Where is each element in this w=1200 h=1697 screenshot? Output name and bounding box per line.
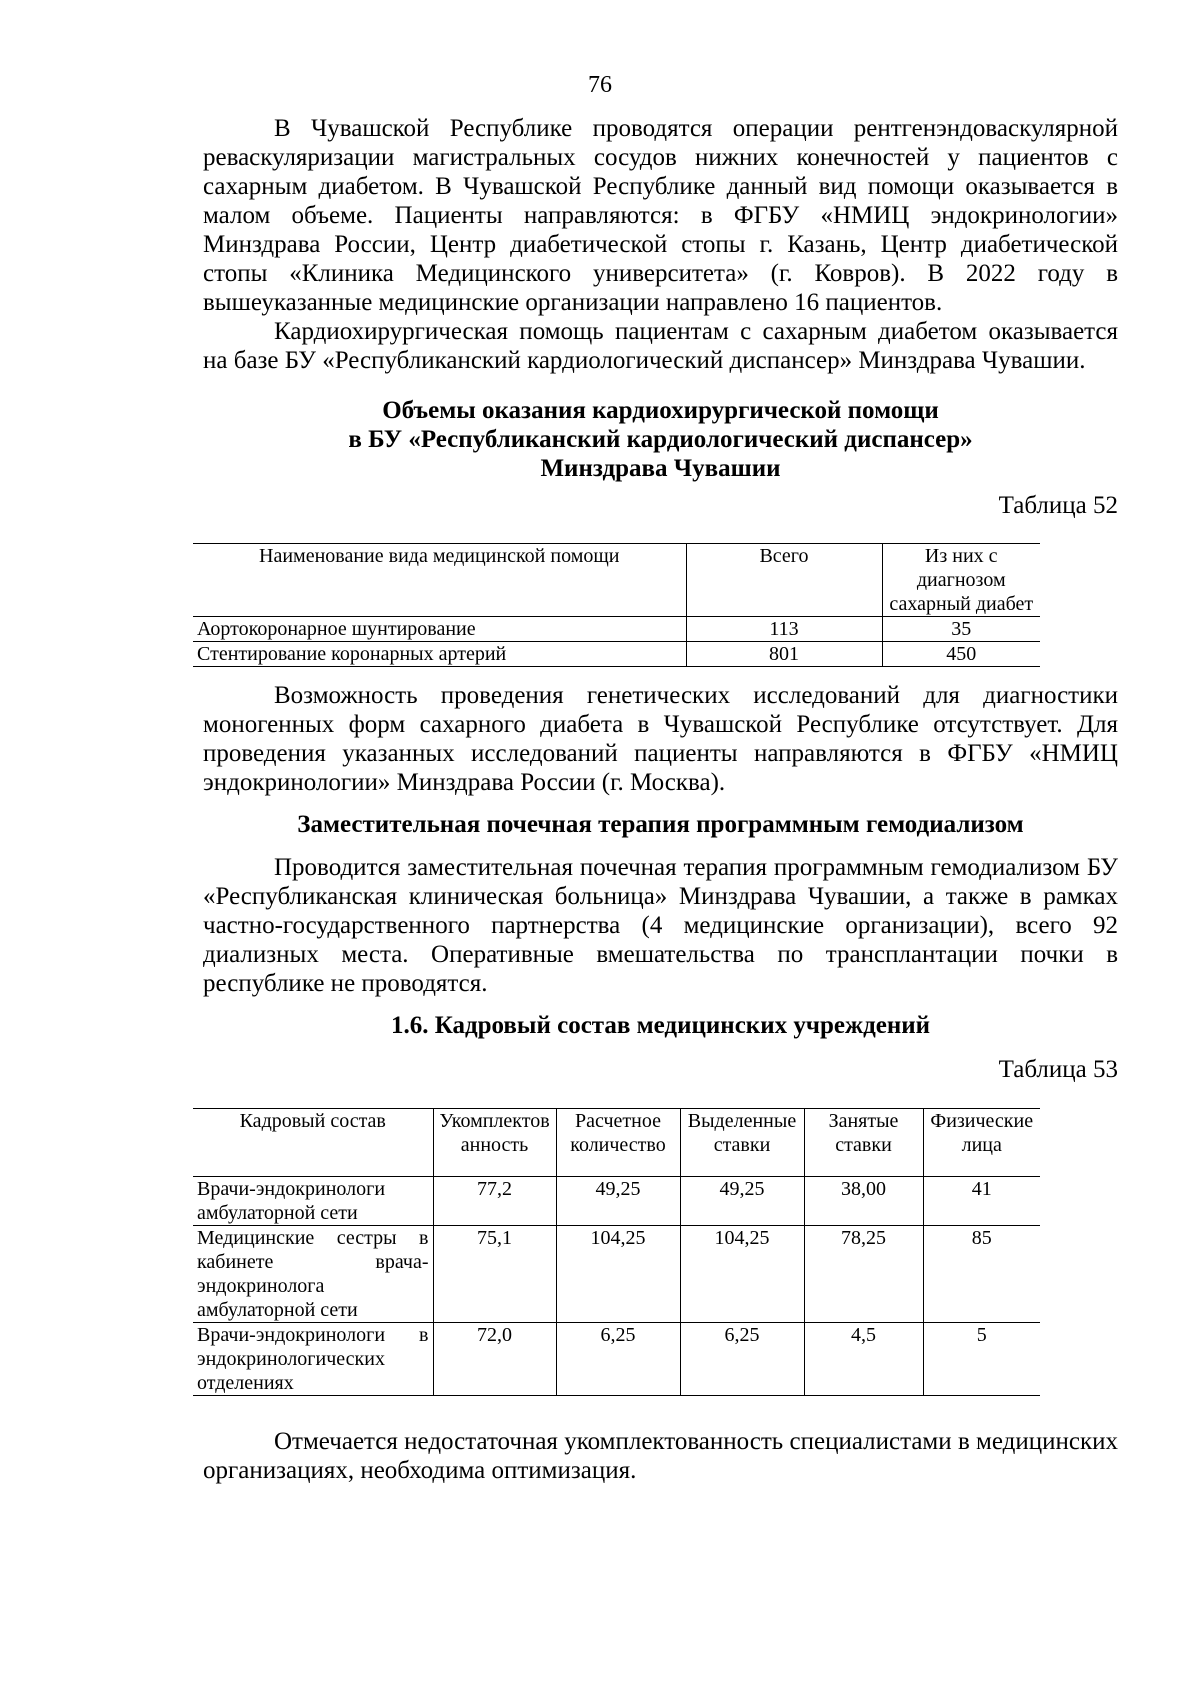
table-header-row [193, 544, 1040, 617]
table-header-cell: Физические лица [923, 1109, 1040, 1177]
table-caption: Таблица 53 [998, 1056, 1118, 1083]
staffing-conclusion-section [203, 1427, 1118, 1485]
table-row [193, 1323, 1040, 1396]
table-header-cell: Наименование вида медицинской помощи [193, 544, 686, 617]
table-cell: Аортокоронарное шунтирование [193, 617, 686, 642]
table-row [193, 1177, 1040, 1226]
table-row [193, 642, 1040, 667]
table-cell: 85 [923, 1226, 1040, 1323]
table-header-cell: Кадровый состав [193, 1109, 433, 1177]
heading-staffing [203, 1011, 1118, 1040]
table-cell: Медицинские сестры в кабинете врача-эндокринолога амбулаторной сети [193, 1226, 433, 1323]
table-cell: 113 [686, 617, 882, 642]
table-header-cell: Из них с диагнозом сахарный диабет [882, 544, 1040, 617]
table-cell: 72,0 [433, 1323, 556, 1396]
table-cell: 41 [923, 1177, 1040, 1226]
section-heading: 1.6. Кадровый состав медицинских учреждений [390, 1012, 931, 1039]
section-heading: Заместительная почечная терапия программным гемодиализом [297, 811, 1024, 838]
paragraph-hemodialysis: Проводится заместительная почечная терапия программным гемодиализом БУ «Республиканская клиническая больница» Минздрава Чувашии, а также в рамках частно-государственного партнерства (4 медицинские организации), всего 92 диализных места. Оперативные вмешательства по трансплантации почки в республике не проводятся. [203, 854, 1118, 997]
page-number: 76 [588, 72, 612, 98]
table-52 [193, 543, 1040, 667]
heading-line-3: Минздрава Чувашии [540, 455, 781, 482]
paragraph-revascularization: В Чувашской Республике проводятся операции рентгенэндоваскулярной реваскуляризации магистральных сосудов нижних конечностей у пациентов с сахарным диабетом. В Чувашской Республике данный вид помощи оказывается в малом объеме. Пациенты направляются: в ФГБУ «НМИЦ эндокринологии» Минздрава России, Центр диабетической стопы г. Казань, Центр диабетической стопы «Клиника Медицинского университета» (г. Ковров). В 2022 году в вышеуказанные медицинские организации направлено 16 пациентов. [203, 115, 1118, 316]
table-cell: 104,25 [556, 1226, 680, 1323]
table-cell: 38,00 [804, 1177, 923, 1226]
table-cell: 6,25 [556, 1323, 680, 1396]
table-cell: 5 [923, 1323, 1040, 1396]
heading-line-2: в БУ «Республиканский кардиологический диспансер» [348, 426, 973, 453]
heading-line-1: Объемы оказания кардиохирургической помощи [382, 397, 939, 424]
table-cell: 801 [686, 642, 882, 667]
table-header-cell: Всего [686, 544, 882, 617]
table-header-cell: Выделенные ставки [680, 1109, 804, 1177]
table-cell: Стентирование коронарных артерий [193, 642, 686, 667]
table-53 [193, 1108, 1040, 1396]
table-cell: 104,25 [680, 1226, 804, 1323]
table-cell: 49,25 [556, 1177, 680, 1226]
table-row [193, 1226, 1040, 1323]
table-header-cell: Укомплектованность [433, 1109, 556, 1177]
table-header-cell: Расчетное количество [556, 1109, 680, 1177]
table-cell: 35 [882, 617, 1040, 642]
table-row [193, 617, 1040, 642]
table-cell: 6,25 [680, 1323, 804, 1396]
table-caption: Таблица 52 [998, 492, 1118, 519]
table-cell: 450 [882, 642, 1040, 667]
table-cell: 78,25 [804, 1226, 923, 1323]
table-header-row [193, 1109, 1040, 1177]
table-header-cell: Занятые ставки [804, 1109, 923, 1177]
intro-section [203, 114, 1118, 375]
hemodialysis-section [203, 853, 1118, 998]
heading-cardiosurgery-volumes [203, 396, 1118, 483]
table-52-caption [203, 492, 1118, 520]
paragraph-genetics: Возможность проведения генетических исследований для диагностики моногенных форм сахарного диабета в Чувашской Республике отсутствует. Для проведения указанных исследований пациенты направляются в ФГБУ «НМИЦ эндокринологии» Минздрава России (г. Москва). [203, 682, 1118, 796]
table-cell: 4,5 [804, 1323, 923, 1396]
heading-hemodialysis [203, 810, 1118, 839]
table-53-caption [203, 1056, 1118, 1084]
table-cell: 75,1 [433, 1226, 556, 1323]
table-cell: Врачи-эндокринологи амбулаторной сети [193, 1177, 433, 1226]
genetics-section [203, 681, 1118, 797]
paragraph-cardiosurgery: Кардиохирургическая помощь пациентам с сахарным диабетом оказывается на базе БУ «Республиканский кардиологический диспансер» Минздрава Чувашии. [203, 318, 1118, 374]
table-cell: Врачи-эндокринологи в эндокринологических отделениях [193, 1323, 433, 1396]
table-cell: 49,25 [680, 1177, 804, 1226]
paragraph-staffing-conclusion: Отмечается недостаточная укомплектованность специалистами в медицинских организациях, необходима оптимизация. [203, 1428, 1118, 1484]
table-cell: 77,2 [433, 1177, 556, 1226]
